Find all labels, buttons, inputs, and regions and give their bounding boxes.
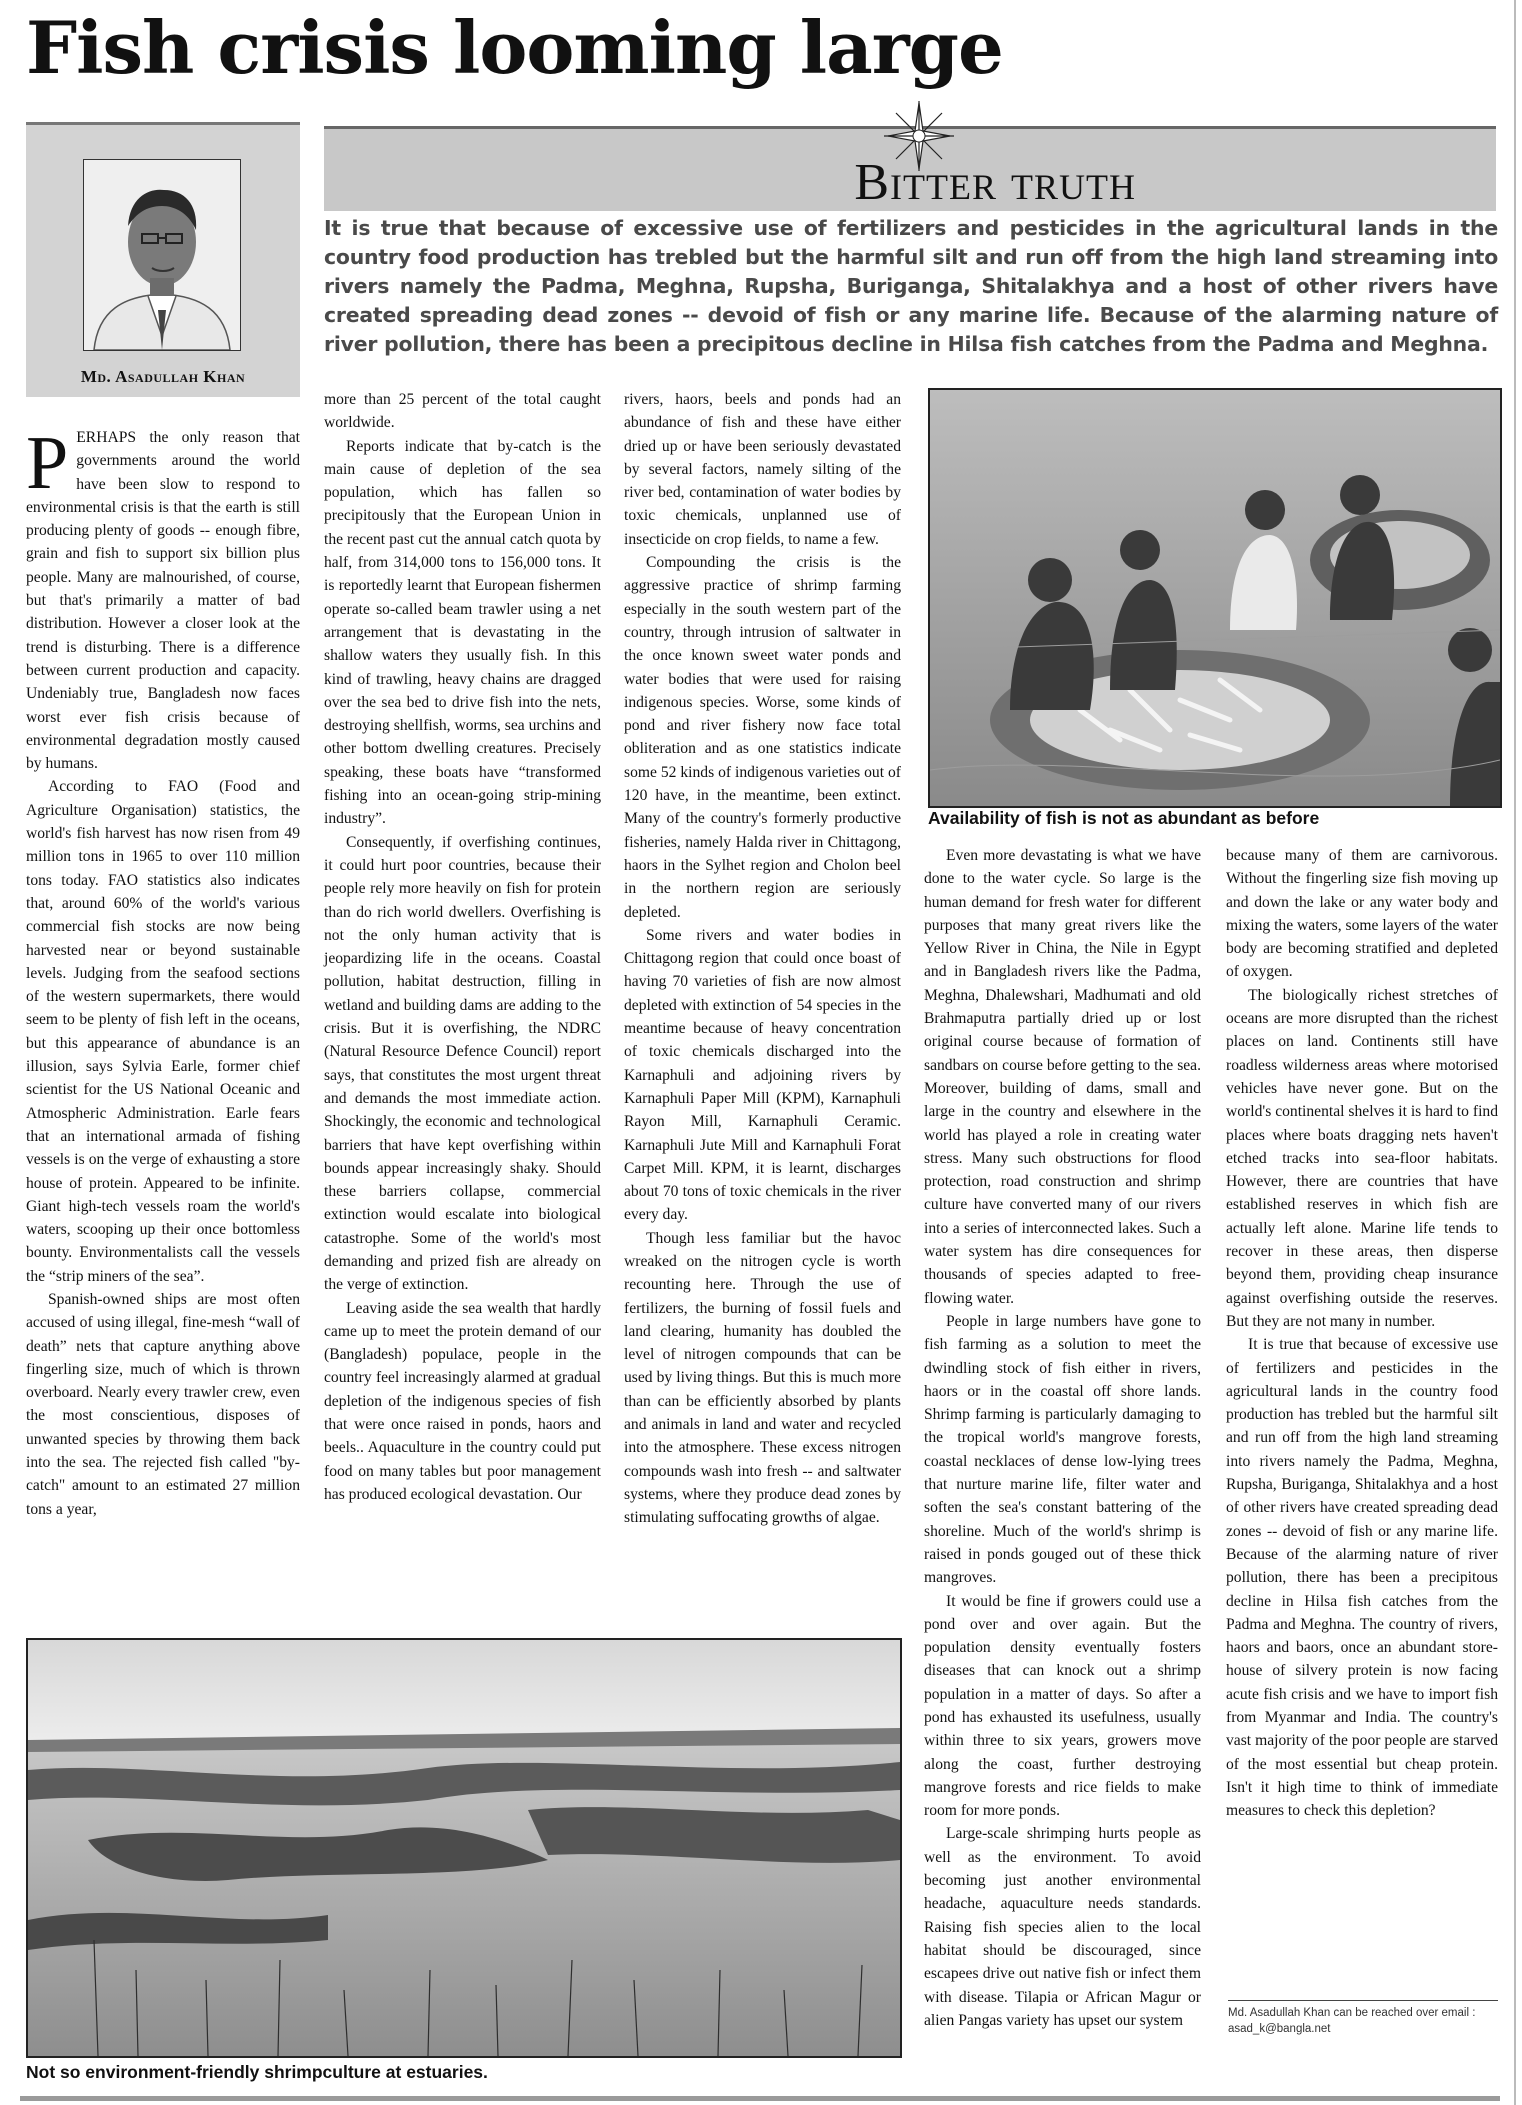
deck-summary: It is true that because of excessive use of fertilizers and pesticides in the agricultural lands in the country food production has trebled but the harmful silt and run off from the high land streaming into rivers namely the Padma, Meghna, Rupsha, Buriganga, Shitalakhya and a host of other rivers have created spreading dead zones -- devoid of fish or any marine life. Because of the alarming nature of river pollution, there has been a precipitous decline in Hilsa fish catches from the Padma and Meghna.	[324, 216, 1498, 356]
author-photo	[83, 159, 241, 351]
paragraph: more than 25 percent of the total caught worldwide.	[324, 391, 601, 432]
paragraph: because many of them are carnivorous. Without the fingerling size fish moving up and down the lake or any water body and mixing the waters, some layers of the water body are becoming stratified and depleted of oxygen.	[1226, 847, 1498, 981]
paragraph: Though less familiar but the havoc wreaked on the nitrogen cycle is worth recounting here. Through the use of fertilizers, the burning of fossil fuels and land clearing, humanity has doubled the level of nitrogen compounds that can be used by living things. But this is much more than can be efficiently absorbed by plants and animals in land and water and recycled into the atmosphere. These excess nitrogen compounds wash into fresh -- and saltwater systems, where they produce dead zones by stimulating suffocating growths of algae.	[624, 1229, 901, 1527]
paragraph: ERHAPS the only reason that governments around the world have been slow to respond to environmental crisis is that the earth is still producing plenty of goods -- enough fibre, grain and fish to support six billion plus people. Many are malnourished, of course, but that's primarily a matter of bad distribution. However a closer look at the trend is disturbing. There is a difference between current production and capacity. Undeniably true, Bangladesh now faces worst ever fish crisis because of environmental degradation mostly caused by humans.	[26, 429, 300, 773]
headline: Fish crisis looming large	[26, 5, 1003, 90]
article-column-2	[324, 388, 601, 1506]
article-column-4	[924, 844, 1201, 2032]
author-box	[26, 122, 300, 397]
paragraph: Large-scale shrimping hurts people as well as the environment. To avoid becoming just another environmental headache, aquaculture needs standards. Raising fish species alien to the local habitat should be discouraged, since escapees drive out native fish or infect them with disease. Tilapia or African Magur or alien Pangas variety has upset our system	[924, 1825, 1201, 2029]
paragraph: It is true that because of excessive use of fertilizers and pesticides in the agricultural lands in the country food production has trebled but the harmful silt and run off from the high land streaming into rivers namely the Padma, Meghna, Rupsha, Buriganga, Shitalakhya and a host of other rivers have created spreading dead zones -- devoid of fish or any marine life. Because of the alarming nature of river pollution, there has been a precipitous decline in Hilsa fish catches from the Padma and Meghna. The country of rivers, haors and baors, once an abundant store-house of silvery protein is now facing acute fish crisis and we have to import fish from Myanmar and India. The country's vast majority of the poor people are starved of the most essential but cheap protein. Isn't it high time to think of immediate measures to check this depletion?	[1226, 1336, 1498, 1820]
paragraph: Spanish-owned ships are most often accused of using illegal, fine-mesh “wall of death” nets that capture anything above fingerling size, much of which is thrown overboard. Nearly every trawler crew, even the most conscientious, disposes of unwanted species by throwing them back into the sea. The rejected fish called "by-catch" amount to an estimated 27 million tons a year,	[26, 1290, 300, 1518]
paragraph: Some rivers and water bodies in Chittagong region that could once boast of having 70 varieties of fish are now almost depleted with extinction of 54 species in the meantime because of heavy concentration of toxic chemicals discharged into the Karnaphuli and adjoining rivers by Karnaphuli Paper Mill (KPM), Karnaphuli Rayon Mill, Karnaphuli Ceramic. Karnaphuli Jute Mill and Karnaphuli Forat Carpet Mill. KPM, it is learnt, discharges about 70 tons of toxic chemicals in the river every day.	[624, 926, 901, 1224]
article-column-1	[26, 421, 300, 1521]
paragraph: The biologically richest stretches of oceans are more disrupted than the richest places on land. Continents still have roadless wilderness areas where motorised vehicles have never gone. But on the world's continental shelves it is hard to find places where boats dragging nets haven't etched tracks into sea-floor habitats. However, there are countries that have established reserves in which fish are actually left alone. Marine life tends to recover in these areas, then disperse beyond them, providing cheap insurance against overfishing outside the reserves. But they are not many in number.	[1226, 986, 1498, 1330]
paragraph: Even more devastating is what we have done to the water cycle. So large is the human demand for fresh water for different purposes that many great rivers like the Yellow River in China, the Nile in Egypt and in Bangladesh rivers like the Padma, Meghna, Dhalewshari, Madhumati and old Brahmaputra partially dried up or lost original course because of formation of sandbars on course before getting to the sea. Moreover, building of dams, small and large in the country and elsewhere in the world has played a role in creating water stress. Many such obstructions for flood protection, road construction and shrimp culture have converted many of our rivers into a series of interconnected lakes. Such a water system has dire consequences for thousands of species adapted to free-flowing water.	[924, 847, 1201, 1307]
author-name: Md. Asadullah Khan	[80, 367, 246, 386]
paragraph: Leaving aside the sea wealth that hardly came up to meet the protein demand of our (Bangladesh) populace, people in the country feel increasingly alarmed at gradual depletion of the indigenous species of fish that were once raised in ponds, haors and beels.. Aquaculture in the country could put food on many tables but poor management has produced ecological devastation. Our	[324, 1299, 601, 1503]
section-banner	[324, 126, 1496, 211]
article-column-3	[624, 388, 901, 1530]
estuary-illustration	[28, 1640, 900, 2056]
right-margin-rule	[1514, 0, 1516, 2105]
paragraph: rivers, haors, beels and ponds had an abundance of fish and these have either dried up or have been seriously devastated by several factors, namely silting of the river bed, contamination of water bodies by toxic chemicals, unplanned use of insecticide on crop fields, to name a few.	[624, 391, 901, 548]
paragraph: People in large numbers have gone to fish farming as a solution to meet the dwindling stock of fish either in rivers, haors or in the coastal off shore lands. Shrimp farming is particularly damaging to the tropical world's mangrove forests, coastal necklaces of dense low-lying trees that nurture marine life, filter water and soften the sea's constant battering of the shoreline. Much of the world's shrimp is raised in ponds gouged out of these thick mangroves.	[924, 1312, 1201, 1587]
paragraph: According to FAO (Food and Agriculture Organisation) statistics, the world's fish harvest has now risen from 49 million tons in 1965 to over 110 million tons today. FAO statistics also indicates that, around 60% of the world's various commercial fish stocks are now being harvested near or beyond sustainable levels. Judging from the seafood sections of the western supermarkets, there would seem to be plenty of fish left in the oceans, but this appearance of abundance is an illusion, says Sylvia Earle, former chief scientist for the US National Oceanic and Atmospheric Administration. Earle fears that an international armada of fishing vessels is on the verge of exhausting a store house of protein. Appeared to be infinite. Giant high-tech vessels roam the world's waters, scooping up their once bottomless bounty. Environmentalists call the vessels the “strip miners of the sea”.	[26, 778, 300, 1285]
paragraph: Consequently, if overfishing continues, it could hurt poor countries, because their people rely more heavily on fish for protein than do rich world dwellers. Overfishing is not the only human activity that is jeopardizing life in the oceans. Coastal pollution, habitat destruction, filling in wetland and building dams are adding to the crisis. But it is overfishing, the NDRC (Natural Resource Defence Council) report says, that constitutes the most urgent threat and demands the most immediate action. Shockingly, the economic and technological barriers that have kept overfishing within bounds appear increasingly shaky. Should these barriers collapse, commercial extinction would escalate into biological catastrophe. Some of the world's most demanding and prized fish are already on the verge of extinction.	[324, 833, 601, 1294]
dropcap: P	[26, 421, 69, 505]
fishermen-illustration	[930, 390, 1500, 806]
author-contact: Md. Asadullah Khan can be reached over email : asad_k@bangla.net	[1228, 2000, 1498, 2037]
author-portrait-illustration	[84, 160, 240, 350]
photo-caption: Not so environment-friendly shrimpculture at estuaries.	[26, 2062, 488, 2082]
paragraph: It would be fine if growers could use a pond over and over again. But the population density eventually fosters diseases that can knock out a shrimp population in a matter of days. So after a pond has exhausted its usefulness, usually within three to six years, growers move along the coast, further destroying mangrove forests and rice fields to make room for more ponds.	[924, 1592, 1201, 1820]
section-title: Bitter truth	[854, 154, 1136, 211]
estuary-photo	[26, 1638, 902, 2058]
bottom-rule	[20, 2096, 1500, 2101]
paragraph: Reports indicate that by-catch is the main cause of depletion of the sea population, which has fallen so precipitously that the European Union in the recent past cut the annual catch quota by half, from 314,000 tons to 156,000 tons. It is reportedly learnt that European fishermen operate so-called beam trawler using a net arrangement that is devastating in the shallow waters they usually fish. In this kind of trawling, heavy chains are dragged over the sea bed to drive fish into the nets, destroying shellfish, worms, sea urchins and other bottom dwelling creatures. Precisely speaking, these boats have “transformed fishing into an ocean-going strip-mining industry”.	[324, 437, 601, 828]
fishermen-photo	[928, 388, 1502, 808]
paragraph: Compounding the crisis is the aggressive practice of shrimp farming especially in the south western part of the country, through intrusion of saltwater in the once known sweet water ponds and water bodies that were used for raising indigenous species. Worse, some kinds of pond and river fishery now face total obliteration and as one statistics indicate some 52 kinds of indigenous varieties out of 120 have, in the meantime, been extinct. Many of the country's formerly productive fisheries, namely Halda river in Chittagong, haors in the Sylhet region and Cholon beel in the northern region are seriously depleted.	[624, 554, 901, 921]
photo-caption: Availability of fish is not as abundant as before	[928, 808, 1320, 828]
article-column-5	[1226, 844, 1498, 1822]
